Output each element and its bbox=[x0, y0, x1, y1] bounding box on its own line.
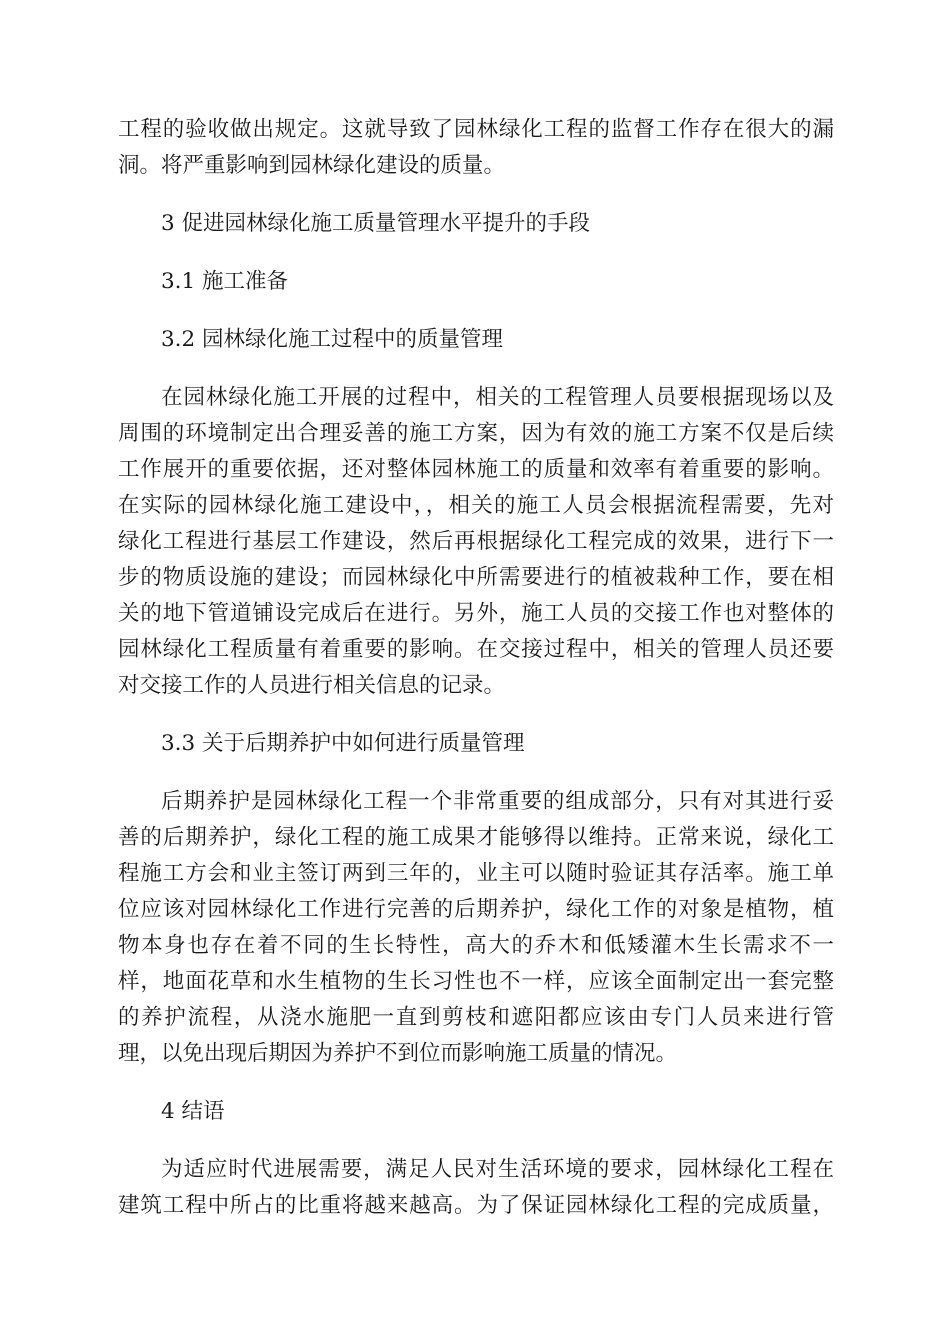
paragraph-line: 在实际的园林绿化施工建设中，，相关的施工人员会根据流程需要，先对 bbox=[118, 493, 834, 518]
paragraph-line: 对交接工作的人员进行相关信息的记录。 bbox=[118, 673, 506, 698]
paragraph-line: 园林绿化工程质量有着重要的影响。在交接过程中，相关的管理人员还要 bbox=[118, 637, 834, 662]
paragraph-line: 后期养护是园林绿化工程一个非常重要的组成部分，只有对其进行妥 bbox=[161, 789, 834, 814]
paragraph-line: 的养护流程，从浇水施肥一直到剪枝和遮阳都应该由专门人员来进行管 bbox=[118, 1005, 834, 1030]
document-page bbox=[118, 112, 834, 1224]
paragraph-line: 建筑工程中所占的比重将越来越高。为了保证园林绿化工程的完成质量， bbox=[118, 1193, 834, 1218]
paragraph-line: 位应该对园林绿化工作进行完善的后期养护，绿化工作的对象是植物，植 bbox=[118, 897, 834, 922]
paragraph-line: 善的后期养护，绿化工程的施工成果才能够得以维持。正常来说，绿化工 bbox=[118, 825, 834, 850]
subsection-heading-3-1: 3.1 施工准备 bbox=[161, 269, 289, 294]
paragraph-line: 关的地下管道铺设完成后在进行。另外，施工人员的交接工作也对整体的 bbox=[118, 601, 834, 626]
paragraph-line: 物本身也存在着不同的生长特性，高大的乔木和低矮灌木生长需求不一 bbox=[118, 933, 834, 958]
paragraph-line: 周围的环境制定出合理妥善的施工方案，因为有效的施工方案不仅是后续 bbox=[118, 421, 834, 446]
paragraph-line: 在园林绿化施工开展的过程中，相关的工程管理人员要根据现场以及 bbox=[161, 385, 834, 410]
paragraph-line: 工程的验收做出规定。这就导致了园林绿化工程的监督工作存在很大的漏 bbox=[118, 117, 834, 142]
subsection-heading-3-2: 3.2 园林绿化施工过程中的质量管理 bbox=[161, 327, 504, 352]
paragraph-line: 洞。将严重影响到园林绿化建设的质量。 bbox=[118, 153, 506, 178]
paragraph-line: 工作展开的重要依据，还对整体园林施工的质量和效率有着重要的影响。 bbox=[118, 457, 834, 482]
section-heading-4: 4 结语 bbox=[161, 1099, 225, 1124]
paragraph-line: 为适应时代进展需要，满足人民对生活环境的要求，园林绿化工程在 bbox=[161, 1157, 834, 1182]
paragraph-line: 绿化工程进行基层工作建设，然后再根据绿化工程完成的效果，进行下一 bbox=[118, 529, 834, 554]
paragraph-line: 程施工方会和业主签订两到三年的，业主可以随时验证其存活率。施工单 bbox=[118, 861, 834, 886]
paragraph-line: 样，地面花草和水生植物的生长习性也不一样，应该全面制定出一套完整 bbox=[118, 969, 834, 994]
paragraph-continued bbox=[118, 112, 834, 184]
paragraph-conclusion bbox=[118, 1152, 834, 1224]
paragraph-construction-quality bbox=[118, 380, 834, 704]
subsection-heading-3-3: 3.3 关于后期养护中如何进行质量管理 bbox=[161, 731, 525, 756]
paragraph-line: 理，以免出现后期因为养护不到位而影响施工质量的情况。 bbox=[118, 1041, 678, 1066]
section-heading-3: 3 促进园林绿化施工质量管理水平提升的手段 bbox=[161, 211, 591, 236]
paragraph-line: 步的物质设施的建设；而园林绿化中所需要进行的植被栽种工作，要在相 bbox=[118, 565, 834, 590]
paragraph-maintenance bbox=[118, 784, 834, 1072]
